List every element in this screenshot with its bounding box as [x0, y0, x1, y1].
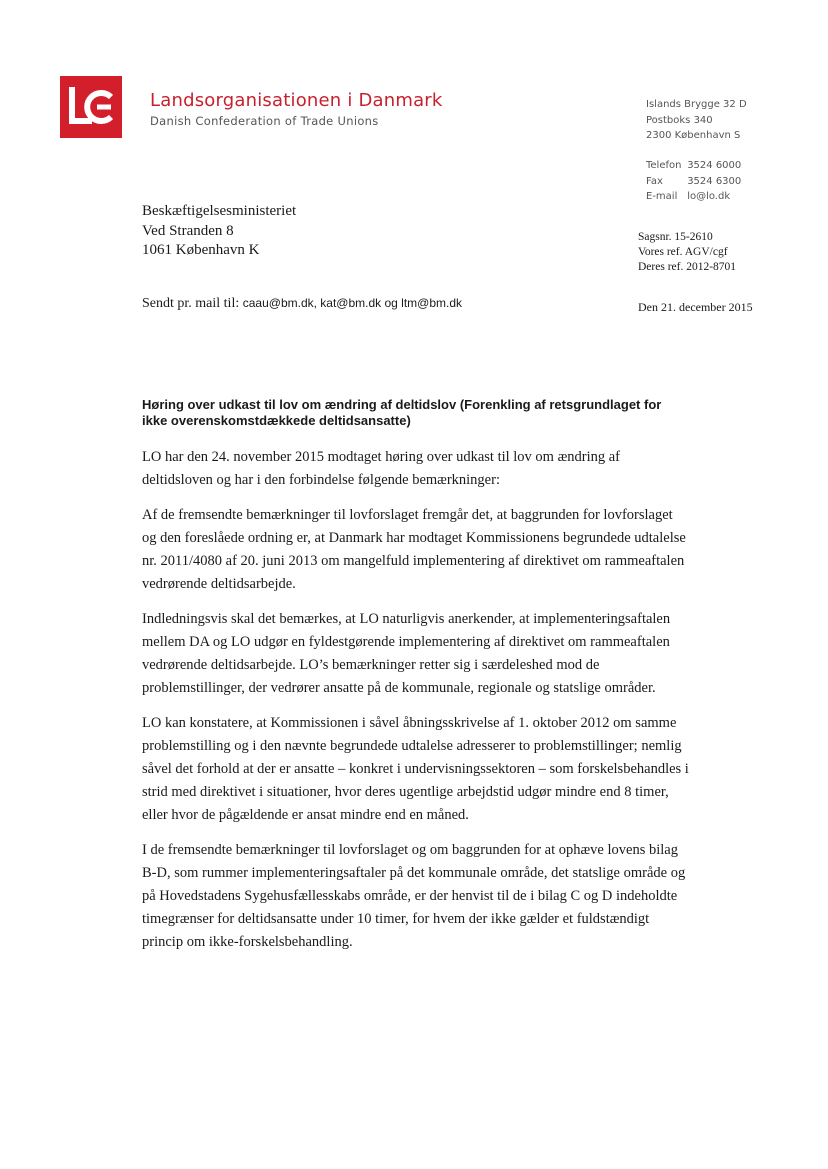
- letter-subject: Høring over udkast til lov om ændring af deltidslov (Forenkling af retsgrundlaget for ikke overenskomstdækkede deltidsansatte): [142, 397, 662, 428]
- sent-by-mail: [142, 296, 462, 312]
- contact-value: 3524 6000: [687, 160, 742, 171]
- address-line: 2300 København S: [646, 130, 741, 141]
- letter-date: Den 21. december 2015: [638, 300, 753, 314]
- sender-address: [646, 97, 747, 144]
- lo-logo-icon: [67, 87, 115, 127]
- contact-label: E-mail: [646, 191, 678, 202]
- recipient-line: 1061 København K: [142, 242, 260, 258]
- body-paragraph: I de fremsendte bemærkninger til lovforslaget og om baggrunden for at ophæve lovens bilag B-D, som rummer implementeringsaftaler på det kommunale område, det statslige område og på Hovedstadens Sygehusfællesskabs område, er der henvist til de i bilag C og D indeholdte timegrænser for deltidsansatte under 10 timer, for hvem der ikke gælder et fuldstændigt princip om ikke-forskelsbehandling.: [142, 842, 686, 950]
- body-paragraph: Af de fremsendte bemærkninger til lovforslaget fremgår det, at baggrunden for lovforslaget og den foreslåede ordning er, at Danmark har modtaget Kommissionens begrundede udtalelse nr. 2011/4080 af 20. juni 2013 om mangelfuld implementering af direktivet om rammeaftalen vedrørende deltidsarbejde.: [142, 507, 686, 592]
- our-reference: Vores ref. AGV/cgf: [638, 246, 728, 258]
- org-subtitle: Danish Confederation of Trade Unions: [150, 114, 379, 128]
- contact-fax: [646, 174, 741, 190]
- lo-logo: [60, 76, 122, 138]
- your-reference: Deres ref. 2012-8701: [638, 261, 737, 273]
- contact-phone: [646, 158, 741, 174]
- recipient-line: Ved Stranden 8: [142, 222, 234, 239]
- references: [638, 230, 736, 275]
- recipient-line: Beskæftigelsesministeriet: [142, 203, 297, 219]
- contact-label: Telefon: [646, 160, 682, 171]
- address-line: Postboks 340: [646, 114, 713, 126]
- case-number: Sagsnr. 15-2610: [638, 231, 713, 243]
- address-line: Islands Brygge 32 D: [646, 99, 747, 110]
- sender-contact: [646, 158, 741, 205]
- contact-email: [646, 189, 741, 205]
- body-paragraph: LO kan konstatere, at Kommissionen i såvel åbningsskrivelse af 1. oktober 2012 om samme problemstilling og i den nævnte begrundede udtalelse adresserer to problemstillinger; nemlig såvel det forhold at der er ansatte – konkret i undervisningssektoren – som forskelsbehandles i strid med direktivet i situationer, hvor deres ugentlige arbejdstid udgør mindre end 8 timer, eller hvor de pågældende er ansat mindre end en måned.: [142, 715, 689, 823]
- sent-prefix: Sendt pr. mail til:: [142, 296, 240, 311]
- sent-emails: caau@bm.dk, kat@bm.dk og ltm@bm.dk: [242, 296, 463, 310]
- body-paragraph: LO har den 24. november 2015 modtaget høring over udkast til lov om ændring af deltidsloven og har i den forbindelse følgende bemærkninger:: [142, 449, 621, 488]
- body-paragraph: Indledningsvis skal det bemærkes, at LO naturligvis anerkender, at implementeringsaftalen mellem DA og LO udgør en fyldestgørende implementering af direktivet om rammeaftalen vedrørende deltidsarbejde. LO’s bemærkninger retter sig i særdeleshed mod de problemstillinger, der vedrører ansatte på de kommunale, regionale og statslige områder.: [142, 611, 671, 696]
- contact-label: Fax: [646, 175, 663, 187]
- letter-body: [142, 446, 690, 966]
- contact-value: 3524 6300: [687, 175, 742, 187]
- org-name: Landsorganisationen i Danmark: [150, 90, 443, 111]
- recipient-address: [142, 202, 296, 261]
- contact-value: lo@lo.dk: [687, 191, 731, 202]
